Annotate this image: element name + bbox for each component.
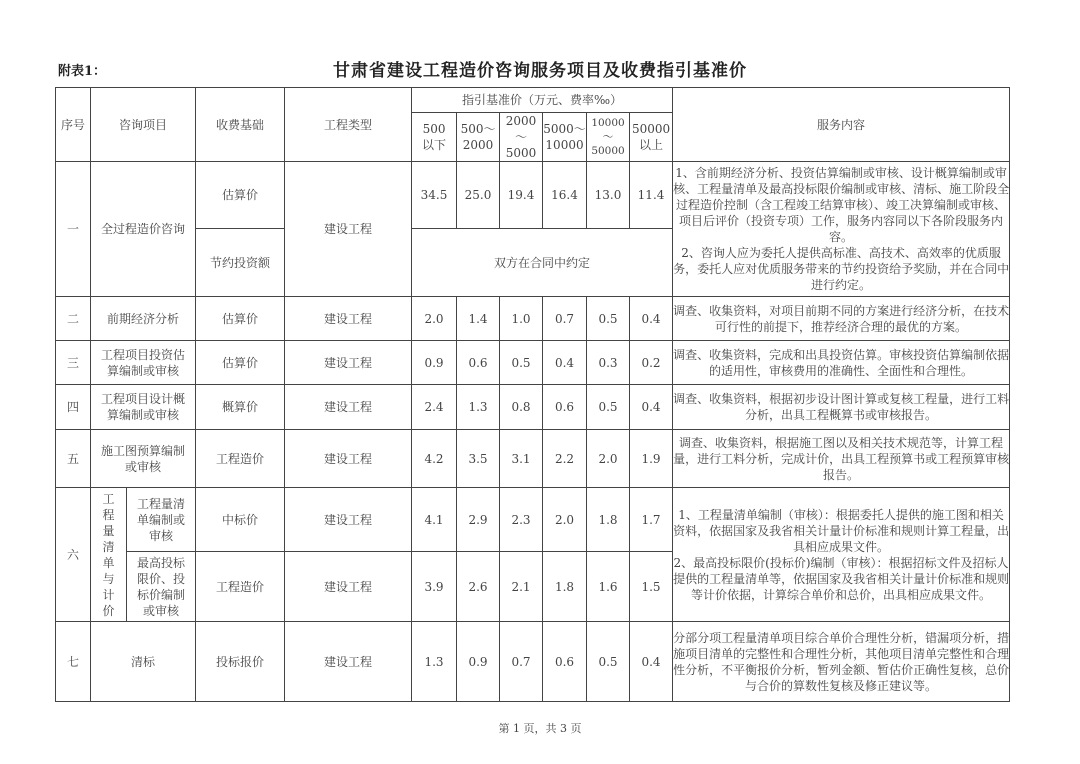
row-type: 建设工程 — [285, 430, 412, 488]
price-cell: 3.5 — [457, 430, 500, 488]
price-cell: 3.1 — [500, 430, 543, 488]
table-row — [56, 297, 1010, 341]
price-cell: 1.8 — [587, 488, 630, 552]
price-cell: 2.6 — [457, 552, 500, 622]
range-col: 10000～ 50000 — [587, 113, 630, 162]
price-cell: 2.0 — [412, 297, 457, 341]
row-item: 清标 — [91, 622, 196, 702]
row-seq: 二 — [56, 297, 91, 341]
price-cell: 0.4 — [630, 385, 673, 430]
table-row — [56, 622, 1010, 702]
row-basis: 估算价 — [196, 162, 285, 229]
table-row — [56, 385, 1010, 430]
price-cell: 1.3 — [457, 385, 500, 430]
row-type: 建设工程 — [285, 622, 412, 702]
range-col: 500 以下 — [412, 113, 457, 162]
price-cell: 0.5 — [587, 622, 630, 702]
row-seq: 六 — [56, 488, 91, 622]
price-cell: 4.2 — [412, 430, 457, 488]
row-item: 工程项目投资估算编制或审核 — [91, 341, 196, 385]
fee-table — [55, 87, 1010, 702]
row-type: 建设工程 — [285, 162, 412, 297]
row-item: 工程量清单编制或审核 — [127, 488, 196, 552]
header-price-group: 指引基准价（万元、费率‰） — [412, 88, 673, 113]
price-cell: 1.8 — [543, 552, 587, 622]
price-cell: 0.4 — [543, 341, 587, 385]
range-col: 500～ 2000 — [457, 113, 500, 162]
row-service: 调查、收集资料，根据初步设计图计算或复核工程量，进行工料分析，出具工程概算书或审核报告。 — [673, 385, 1010, 430]
price-cell: 0.4 — [630, 622, 673, 702]
price-cell: 1.5 — [630, 552, 673, 622]
price-cell: 19.4 — [500, 162, 543, 229]
table-row — [56, 162, 1010, 229]
agreed-cell: 双方在合同中约定 — [412, 229, 673, 297]
price-cell: 16.4 — [543, 162, 587, 229]
row-service: 调查、收集资料，完成和出具投资估算。审核投资估算编制依据的适用性，审核费用的准确性、全面性和合理性。 — [673, 341, 1010, 385]
row-basis: 投标报价 — [196, 622, 285, 702]
attachment-label: 附表1： — [58, 64, 107, 79]
row-basis: 工程造价 — [196, 430, 285, 488]
row-service: 调查、收集资料，根据施工图以及相关技术规范等，计算工程量，进行工料分析，完成计价，出具工程预算书或工程预算审核报告。 — [673, 430, 1010, 488]
price-cell: 2.0 — [543, 488, 587, 552]
header-item: 咨询项目 — [91, 88, 196, 162]
header-seq: 序号 — [56, 88, 91, 162]
page-footer: 第 1 页，共 3 页 — [498, 722, 582, 735]
range-col: 2000～ 5000 — [500, 113, 543, 162]
price-cell: 0.9 — [457, 622, 500, 702]
price-cell: 1.7 — [630, 488, 673, 552]
price-cell: 0.6 — [457, 341, 500, 385]
price-cell: 0.6 — [543, 622, 587, 702]
price-cell: 0.7 — [500, 622, 543, 702]
price-cell: 0.2 — [630, 341, 673, 385]
price-cell: 1.6 — [587, 552, 630, 622]
range-col: 5000～ 10000 — [543, 113, 587, 162]
price-cell: 0.9 — [412, 341, 457, 385]
header-service: 服务内容 — [673, 88, 1010, 162]
row-basis: 估算价 — [196, 297, 285, 341]
price-cell: 2.9 — [457, 488, 500, 552]
range-col: 50000 以上 — [630, 113, 673, 162]
price-cell: 0.3 — [587, 341, 630, 385]
row-type: 建设工程 — [285, 341, 412, 385]
row-seq: 七 — [56, 622, 91, 702]
price-cell: 0.4 — [630, 297, 673, 341]
row-basis: 概算价 — [196, 385, 285, 430]
price-cell: 0.7 — [543, 297, 587, 341]
row-type: 建设工程 — [285, 488, 412, 552]
price-cell: 2.2 — [543, 430, 587, 488]
price-cell: 0.5 — [587, 297, 630, 341]
row-service: 分部分项工程量清单项目综合单价合理性分析，错漏项分析，措施项目清单的完整性和合理性分析，其他项目清单完整性和合理性分析，不平衡报价分析，暂列金额、暂估价正确性复核，总价与合价的算数性复核及修正建议等。 — [673, 622, 1010, 702]
header-row-1 — [56, 88, 1010, 113]
row-item: 最高投标限价、投标价编制或审核 — [127, 552, 196, 622]
price-cell: 25.0 — [457, 162, 500, 229]
row-item: 前期经济分析 — [91, 297, 196, 341]
price-cell: 2.1 — [500, 552, 543, 622]
row-basis: 估算价 — [196, 341, 285, 385]
price-cell: 11.4 — [630, 162, 673, 229]
header-basis: 收费基础 — [196, 88, 285, 162]
row-seq: 五 — [56, 430, 91, 488]
row-type: 建设工程 — [285, 552, 412, 622]
row-seq: 四 — [56, 385, 91, 430]
row-item: 全过程造价咨询 — [91, 162, 196, 297]
price-cell: 2.4 — [412, 385, 457, 430]
row-group: 工程量清单与计价 — [91, 488, 127, 622]
row-service: 1、含前期经济分析、投资估算编制或审核、设计概算编制或审核、工程量清单及最高投标限价编制或审核、清标、施工阶段全过程造价控制（含工程竣工结算审核）、竣工决算编制或审核、项目后评价（投资专项）工作，服务内容同以下各阶段服务内容。 2、咨询人应为委托人提供高标准、高技术、高效率的优质服务，委托人应对优质服务带来的节约投资给予奖励，并在合同中进行约定。 — [673, 162, 1010, 297]
price-cell: 13.0 — [587, 162, 630, 229]
price-cell: 34.5 — [412, 162, 457, 229]
row-item: 施工图预算编制或审核 — [91, 430, 196, 488]
price-cell: 1.4 — [457, 297, 500, 341]
header-type: 工程类型 — [285, 88, 412, 162]
price-cell: 4.1 — [412, 488, 457, 552]
row-type: 建设工程 — [285, 297, 412, 341]
row-basis: 工程造价 — [196, 552, 285, 622]
price-cell: 1.3 — [412, 622, 457, 702]
price-cell: 1.0 — [500, 297, 543, 341]
row-service: 调查、收集资料，对项目前期不同的方案进行经济分析，在技术可行性的前提下，推荐经济合理的最优的方案。 — [673, 297, 1010, 341]
table-row — [56, 341, 1010, 385]
row-seq: 三 — [56, 341, 91, 385]
row-basis: 节约投资额 — [196, 229, 285, 297]
price-cell: 0.5 — [587, 385, 630, 430]
price-cell: 2.0 — [587, 430, 630, 488]
price-cell: 1.9 — [630, 430, 673, 488]
price-cell: 0.8 — [500, 385, 543, 430]
page-title: 甘肃省建设工程造价咨询服务项目及收费指引基准价 — [333, 61, 747, 81]
price-cell: 3.9 — [412, 552, 457, 622]
table-row — [56, 488, 1010, 552]
row-basis: 中标价 — [196, 488, 285, 552]
row-seq: 一 — [56, 162, 91, 297]
row-item: 工程项目设计概算编制或审核 — [91, 385, 196, 430]
price-cell: 2.3 — [500, 488, 543, 552]
table-row — [56, 430, 1010, 488]
row-service: 1、工程量清单编制（审核）：根据委托人提供的施工图和相关资料，依据国家及我省相关计量计价标准和规则计算工程量，出具相应成果文件。 2、最高投标限价(投标价)编制（审核）：根据招标文件及招标人提供的工程量清单等，依据国家及我省相关计量计价标准和规则等计价依据，计算综合单价和总价，出具相应成果文件。 — [673, 488, 1010, 622]
price-cell: 0.6 — [543, 385, 587, 430]
price-cell: 0.5 — [500, 341, 543, 385]
row-type: 建设工程 — [285, 385, 412, 430]
